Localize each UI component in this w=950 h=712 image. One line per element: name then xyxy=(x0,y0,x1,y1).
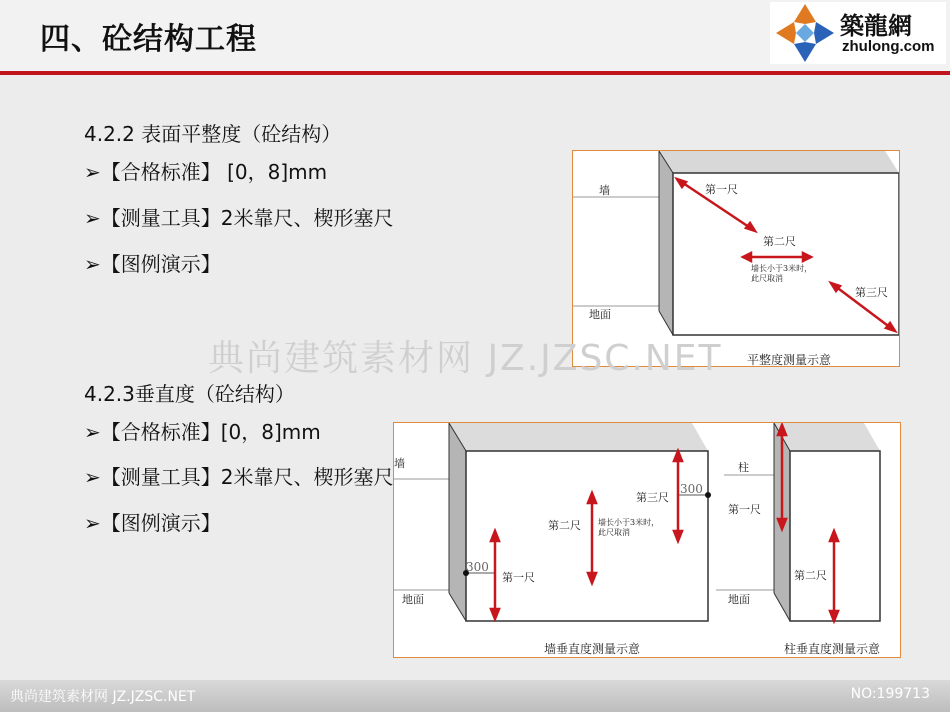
fig2-col-ground-label: 地面 xyxy=(728,593,750,606)
fig2-wall-caption: 墙垂直度测量示意 xyxy=(544,642,641,656)
verticality-figure xyxy=(393,422,901,658)
fig2-col-label: 柱 xyxy=(738,461,749,474)
section2-bullet-demo: ➢【图例演示】 xyxy=(84,511,221,535)
fig2-ruler3-label: 第三尺 xyxy=(636,491,669,504)
fig2-col-ruler2-label: 第二尺 xyxy=(794,569,827,582)
verticality-diagram xyxy=(394,423,900,657)
fig1-ground-label: 地面 xyxy=(589,308,611,321)
section1-bullet-standard: ➢【合格标准】 [0，8]mm xyxy=(84,160,328,184)
fig1-ruler1-label: 第一尺 xyxy=(705,183,738,196)
fig2-note-line1: 墙长小于3米时， xyxy=(598,518,660,527)
logo-text-cn: 築龍網 xyxy=(840,12,912,40)
fig1-caption: 平整度测量示意 xyxy=(747,353,832,366)
section2-heading: 4.2.3垂直度（砼结构） xyxy=(84,382,295,406)
fig2-dim-upper: 300 xyxy=(680,482,703,496)
footer-right-text: NO:199713 xyxy=(850,686,930,702)
fig2-ruler2-label: 第二尺 xyxy=(548,519,581,532)
logo-text-en: zhulong.com xyxy=(842,38,935,55)
fig2-ground-label: 地面 xyxy=(402,593,424,606)
fig1-ruler2-label: 第二尺 xyxy=(763,235,796,248)
section1-bullet-tools: ➢【测量工具】2米靠尺、楔形塞尺 xyxy=(84,206,394,230)
footer-left-text: 典尚建筑素材网 JZ.JZSC.NET xyxy=(10,689,196,705)
fig1-note-line1: 墙长小于3米时， xyxy=(751,264,813,273)
fig2-col-caption: 柱垂直度测量示意 xyxy=(784,642,881,656)
header-divider xyxy=(0,71,950,75)
fig2-ruler1-label: 第一尺 xyxy=(502,571,535,584)
section2-bullet-standard: ➢【合格标准】[0，8]mm xyxy=(84,420,321,444)
section2-bullet-tools: ➢【测量工具】2米靠尺、楔形塞尺 xyxy=(84,465,394,489)
watermark: 典尚建筑素材网 JZ.JZSC.NET xyxy=(208,338,723,379)
fig2-wall-label: 墙 xyxy=(394,457,405,470)
section1-heading: 4.2.2 表面平整度（砼结构） xyxy=(84,122,342,146)
fig2-col-ruler1-label: 第一尺 xyxy=(728,503,761,516)
section1-bullet-demo: ➢【图例演示】 xyxy=(84,252,221,276)
fig1-note-line2: 此尺取消 xyxy=(751,274,783,283)
fig1-wall-label: 墙 xyxy=(599,184,610,197)
page-title: 四、砼结构工程 xyxy=(40,22,257,57)
fig1-ruler3-label: 第三尺 xyxy=(855,286,888,299)
logo-mark-icon xyxy=(774,2,836,64)
logo xyxy=(770,2,946,64)
fig2-note-line2: 此尺取消 xyxy=(598,528,630,537)
fig2-dim-lower: 300 xyxy=(466,560,489,574)
